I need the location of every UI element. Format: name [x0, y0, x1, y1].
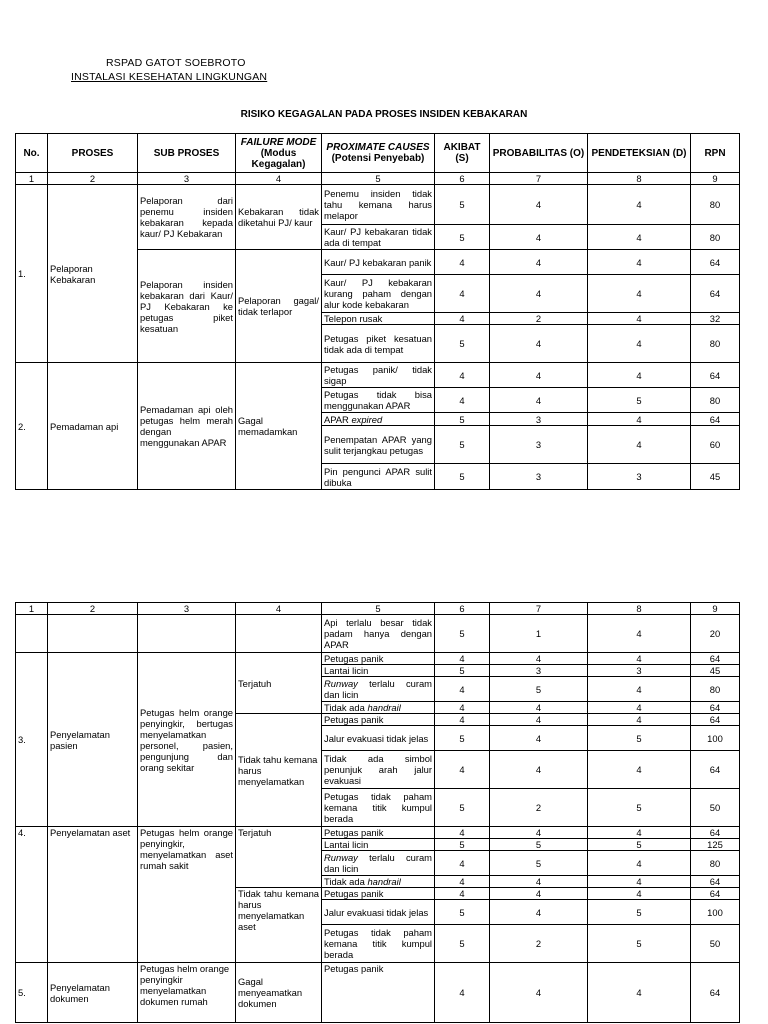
cause: Lantai licin	[322, 839, 435, 851]
risk-table-2	[15, 602, 740, 1023]
col-sub-proses: SUB PROSES	[138, 134, 236, 173]
rpn-value: 45	[691, 665, 740, 677]
probabilitas-value: 2	[490, 789, 588, 827]
rpn-value: 80	[691, 325, 740, 363]
probabilitas-value: 5	[490, 677, 588, 702]
cause: Lantai licin	[322, 665, 435, 677]
akibat-value: 4	[435, 677, 490, 702]
deteksi-value: 4	[588, 653, 691, 665]
column-number-row	[16, 603, 740, 615]
deteksi-value: 3	[588, 464, 691, 490]
deteksi-value: 5	[588, 925, 691, 963]
sub-process	[138, 615, 236, 653]
process-number: 2.	[16, 363, 48, 490]
col-proses: PROSES	[48, 134, 138, 173]
rpn-value: 80	[691, 851, 740, 876]
process-name: Pemadaman api	[48, 363, 138, 490]
akibat-value: 5	[435, 185, 490, 225]
akibat-value: 5	[435, 464, 490, 490]
deteksi-value: 4	[588, 677, 691, 702]
probabilitas-value: 3	[490, 665, 588, 677]
probabilitas-value: 4	[490, 185, 588, 225]
cause: APAR expired	[322, 413, 435, 426]
akibat-value: 4	[435, 388, 490, 413]
col-number: 1	[16, 603, 48, 615]
rpn-value: 50	[691, 925, 740, 963]
col-number: 2	[48, 603, 138, 615]
akibat-value: 5	[435, 900, 490, 925]
deteksi-value: 4	[588, 250, 691, 275]
failure-mode: Gagal menyeamatkan dokumen	[236, 963, 322, 1023]
probabilitas-value: 4	[490, 225, 588, 250]
cause: Penempatan APAR yang sulit terjangkau petugas	[322, 426, 435, 464]
probabilitas-value: 3	[490, 426, 588, 464]
rpn-value: 64	[691, 751, 740, 789]
cause: Petugas panik	[322, 963, 435, 1023]
akibat-value: 4	[435, 827, 490, 839]
org-name: RSPAD GATOT SOEBROTO	[106, 57, 246, 69]
akibat-value: 5	[435, 426, 490, 464]
probabilitas-value: 4	[490, 963, 588, 1023]
risk-table-1	[15, 133, 740, 490]
akibat-value: 4	[435, 888, 490, 900]
cause: Kaur/ PJ kebakaran kurang paham dengan alur kode kebakaran	[322, 275, 435, 313]
col-number: 6	[435, 173, 490, 185]
probabilitas-value: 4	[490, 876, 588, 888]
probabilitas-value: 1	[490, 615, 588, 653]
probabilitas-value: 4	[490, 900, 588, 925]
cause: Petugas tidak paham kemana titik kumpul berada	[322, 789, 435, 827]
col-number: 9	[691, 173, 740, 185]
failure-mode: Pelaporan gagal/ tidak terlapor	[236, 250, 322, 363]
akibat-value: 4	[435, 275, 490, 313]
cause: Telepon rusak	[322, 313, 435, 325]
failure-mode: Terjatuh	[236, 653, 322, 714]
table-row	[16, 653, 740, 665]
col-akibat: AKIBAT (S)	[435, 134, 490, 173]
col-number: 5	[322, 173, 435, 185]
cause: Petugas panik	[322, 888, 435, 900]
deteksi-value: 4	[588, 185, 691, 225]
probabilitas-value: 4	[490, 325, 588, 363]
cause: Kaur/ PJ kebakaran panik	[322, 250, 435, 275]
probabilitas-value: 4	[490, 388, 588, 413]
cause: Runway terlalu curam dan licin	[322, 851, 435, 876]
deteksi-value: 4	[588, 275, 691, 313]
cause: Kaur/ PJ kebakaran tidak ada di tempat	[322, 225, 435, 250]
rpn-value: 20	[691, 615, 740, 653]
col-number: 7	[490, 603, 588, 615]
akibat-value: 5	[435, 413, 490, 426]
deteksi-value: 4	[588, 225, 691, 250]
akibat-value: 5	[435, 665, 490, 677]
probabilitas-value: 4	[490, 250, 588, 275]
col-number: 8	[588, 603, 691, 615]
process-name: Penyelamatan aset	[48, 827, 138, 963]
deteksi-value: 5	[588, 839, 691, 851]
rpn-value: 80	[691, 677, 740, 702]
cause: Petugas panik	[322, 714, 435, 726]
process-name: Penyelamatan dokumen	[48, 963, 138, 1023]
col-no: No.	[16, 134, 48, 173]
process-number: 1.	[16, 185, 48, 363]
cause: Petugas piket kesatuan tidak ada di tempat	[322, 325, 435, 363]
cause: Runway terlalu curam dan licin	[322, 677, 435, 702]
probabilitas-value: 5	[490, 839, 588, 851]
col-causes: PROXIMATE CAUSES (Potensi Penyebab)	[322, 134, 435, 173]
rpn-value: 60	[691, 426, 740, 464]
rpn-value: 45	[691, 464, 740, 490]
process-number: 4.	[16, 827, 48, 963]
akibat-value: 5	[435, 325, 490, 363]
rpn-value: 64	[691, 963, 740, 1023]
deteksi-value: 5	[588, 789, 691, 827]
deteksi-value: 4	[588, 325, 691, 363]
deteksi-value: 4	[588, 426, 691, 464]
rpn-value: 64	[691, 275, 740, 313]
akibat-value: 5	[435, 789, 490, 827]
cause: Petugas tidak bisa menggunakan APAR	[322, 388, 435, 413]
probabilitas-value: 3	[490, 413, 588, 426]
akibat-value: 4	[435, 876, 490, 888]
process-name	[48, 615, 138, 653]
akibat-value: 4	[435, 363, 490, 388]
column-number-row	[16, 173, 740, 185]
col-number: 8	[588, 173, 691, 185]
akibat-value: 5	[435, 925, 490, 963]
akibat-value: 5	[435, 225, 490, 250]
deteksi-value: 4	[588, 963, 691, 1023]
cause: Jalur evakuasi tidak jelas	[322, 900, 435, 925]
probabilitas-value: 4	[490, 827, 588, 839]
rpn-value: 64	[691, 888, 740, 900]
akibat-value: 4	[435, 851, 490, 876]
document-title: RISIKO KEGAGALAN PADA PROSES INSIDEN KEBAKARAN	[240, 109, 528, 120]
col-number: 1	[16, 173, 48, 185]
process-number: 3.	[16, 653, 48, 827]
rpn-value: 64	[691, 827, 740, 839]
probabilitas-value: 4	[490, 275, 588, 313]
table-row	[16, 363, 740, 388]
col-failure-mode: FAILURE MODE (Modus Kegagalan)	[236, 134, 322, 173]
deteksi-value: 5	[588, 726, 691, 751]
deteksi-value: 4	[588, 714, 691, 726]
rpn-value: 64	[691, 653, 740, 665]
failure-mode: Tidak tahu kemana harus menyelamatkan	[236, 714, 322, 827]
sub-process: Pemadaman api oleh petugas helm merah dengan menggunakan APAR	[138, 363, 236, 490]
akibat-value: 4	[435, 751, 490, 789]
table-row	[16, 827, 740, 839]
col-number: 9	[691, 603, 740, 615]
col-number: 7	[490, 173, 588, 185]
rpn-value: 100	[691, 726, 740, 751]
col-number: 2	[48, 173, 138, 185]
process-number: 5.	[16, 963, 48, 1023]
cause: Tidak ada handrail	[322, 702, 435, 714]
sub-process: Pelaporan dari penemu insiden kebakaran kepada kaur/ PJ Kebakaran	[138, 185, 236, 250]
probabilitas-value: 4	[490, 726, 588, 751]
col-pendeteksian: PENDETEKSIAN (D)	[588, 134, 691, 173]
akibat-value: 5	[435, 726, 490, 751]
col-number: 4	[236, 173, 322, 185]
deteksi-value: 5	[588, 388, 691, 413]
col-number: 3	[138, 173, 236, 185]
deteksi-value: 4	[588, 313, 691, 325]
sub-process: Petugas helm orange penyingkir menyelamatkan dokumen rumah	[138, 963, 236, 1023]
cause: Penemu insiden tidak tahu kemana harus melapor	[322, 185, 435, 225]
akibat-value: 5	[435, 839, 490, 851]
probabilitas-value: 5	[490, 851, 588, 876]
rpn-value: 64	[691, 363, 740, 388]
deteksi-value: 4	[588, 876, 691, 888]
deteksi-value: 3	[588, 665, 691, 677]
process-name: Pelaporan Kebakaran	[48, 185, 138, 363]
rpn-value: 64	[691, 250, 740, 275]
deteksi-value: 4	[588, 751, 691, 789]
cause: Petugas panik/ tidak sigap	[322, 363, 435, 388]
rpn-value: 32	[691, 313, 740, 325]
probabilitas-value: 2	[490, 925, 588, 963]
cause: Jalur evakuasi tidak jelas	[322, 726, 435, 751]
akibat-value: 4	[435, 313, 490, 325]
rpn-value: 50	[691, 789, 740, 827]
cause: Tidak ada simbol penunjuk arah jalur evakuasi	[322, 751, 435, 789]
sub-process: Pelaporan insiden kebakaran dari Kaur/ PJ Kebakaran ke petugas piket kesatuan	[138, 250, 236, 363]
rpn-value: 64	[691, 702, 740, 714]
deteksi-value: 4	[588, 851, 691, 876]
cause: Tidak ada handrail	[322, 876, 435, 888]
rpn-value: 100	[691, 900, 740, 925]
cause: Petugas tidak paham kemana titik kumpul berada	[322, 925, 435, 963]
process-number	[16, 615, 48, 653]
rpn-value: 80	[691, 185, 740, 225]
probabilitas-value: 2	[490, 313, 588, 325]
failure-mode	[236, 615, 322, 653]
cause: Petugas panik	[322, 653, 435, 665]
cause: Pin pengunci APAR sulit dibuka	[322, 464, 435, 490]
akibat-value: 4	[435, 653, 490, 665]
col-number: 5	[322, 603, 435, 615]
deteksi-value: 4	[588, 702, 691, 714]
probabilitas-value: 4	[490, 714, 588, 726]
rpn-value: 80	[691, 225, 740, 250]
header-row	[16, 134, 740, 173]
rpn-value: 64	[691, 714, 740, 726]
deteksi-value: 4	[588, 827, 691, 839]
process-name: Penyelamatan pasien	[48, 653, 138, 827]
rpn-value: 80	[691, 388, 740, 413]
deteksi-value: 4	[588, 615, 691, 653]
akibat-value: 4	[435, 250, 490, 275]
col-probabilitas: PROBABILITAS (O)	[490, 134, 588, 173]
rpn-value: 64	[691, 413, 740, 426]
col-rpn: RPN	[691, 134, 740, 173]
deteksi-value: 4	[588, 888, 691, 900]
deteksi-value: 4	[588, 413, 691, 426]
rpn-value: 125	[691, 839, 740, 851]
akibat-value: 5	[435, 615, 490, 653]
sub-process: Petugas helm orange penyingkir, menyelamatkan aset rumah sakit	[138, 827, 236, 963]
probabilitas-value: 4	[490, 888, 588, 900]
failure-mode: Gagal memadamkan	[236, 363, 322, 490]
probabilitas-value: 4	[490, 751, 588, 789]
unit-name: INSTALASI KESEHATAN LINGKUNGAN	[71, 71, 268, 83]
col-number: 3	[138, 603, 236, 615]
col-number: 4	[236, 603, 322, 615]
probabilitas-value: 3	[490, 464, 588, 490]
probabilitas-value: 4	[490, 702, 588, 714]
col-number: 6	[435, 603, 490, 615]
cause: Petugas panik	[322, 827, 435, 839]
probabilitas-value: 4	[490, 363, 588, 388]
failure-mode: Kebakaran tidak diketahui PJ/ kaur	[236, 185, 322, 250]
sub-process: Petugas helm orange penyingkir, bertugas menyelamatkan personel, pasien, pengunjung dan orang sekitar	[138, 653, 236, 827]
akibat-value: 4	[435, 702, 490, 714]
rpn-value: 64	[691, 876, 740, 888]
akibat-value: 4	[435, 714, 490, 726]
cause: Api terlalu besar tidak padam hanya dengan APAR	[322, 615, 435, 653]
table-row	[16, 615, 740, 653]
deteksi-value: 4	[588, 363, 691, 388]
table-row	[16, 185, 740, 225]
probabilitas-value: 4	[490, 653, 588, 665]
akibat-value: 4	[435, 963, 490, 1023]
failure-mode: Tidak tahu kemana harus menyelamatkan aset	[236, 888, 322, 963]
failure-mode: Terjatuh	[236, 827, 322, 888]
deteksi-value: 5	[588, 900, 691, 925]
table-row	[16, 963, 740, 1023]
